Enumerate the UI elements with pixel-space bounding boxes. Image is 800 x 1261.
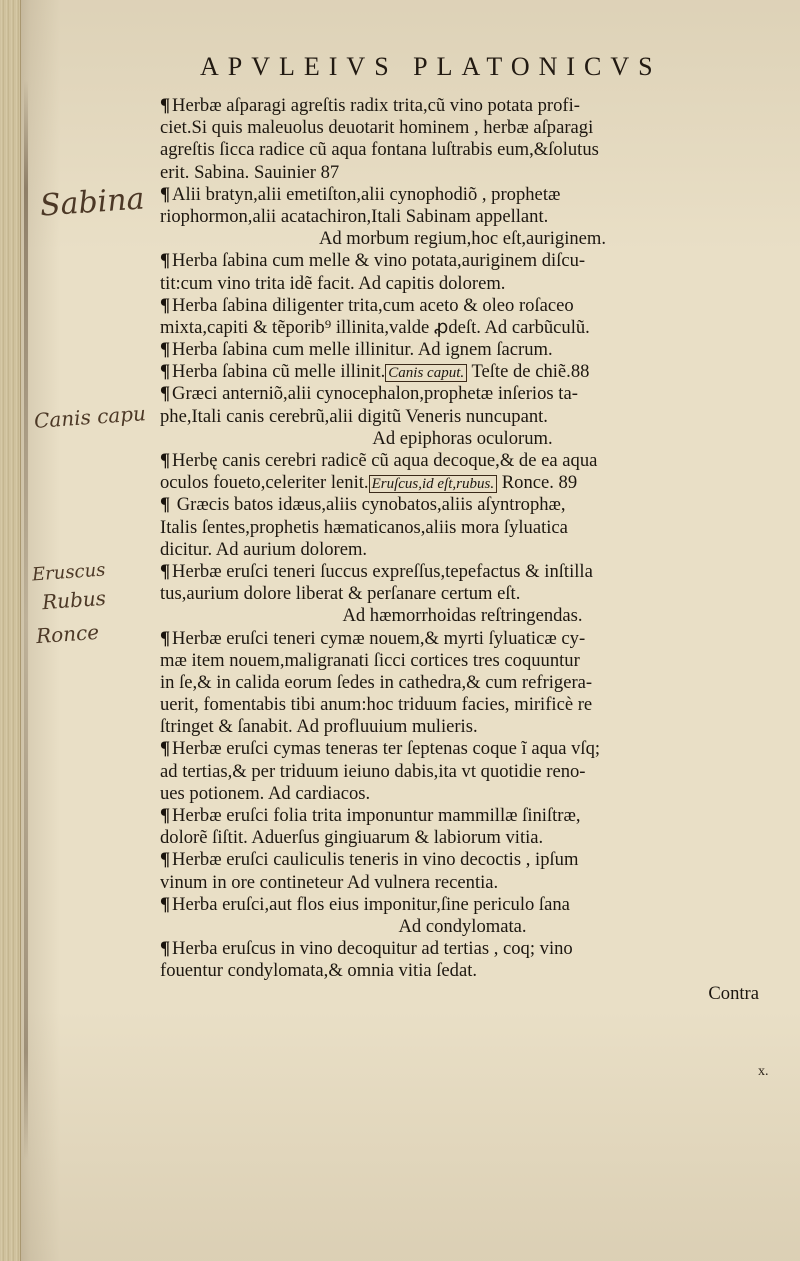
line-text: Herbæ eruſci folia trita imponuntur mammillæ ſiniſtræ, xyxy=(172,805,581,826)
running-title: APVLEIVS PLATONICVS xyxy=(200,52,662,81)
line-text: phe,Itali canis cerebrũ,alii digitũ Veneris nuncupant. xyxy=(160,405,548,427)
text-line xyxy=(160,672,765,694)
line-text: Contra xyxy=(708,982,759,1004)
main-text-block xyxy=(160,95,765,1005)
text-line xyxy=(160,561,765,583)
paragraph-mark-icon: ¶ xyxy=(160,560,171,582)
line-text: Herba eruſcus in vino decoquitur ad tertias , coq; vino xyxy=(172,938,573,960)
text-line xyxy=(160,517,765,539)
text-line xyxy=(160,406,765,428)
text-line xyxy=(160,983,765,1005)
line-text: in ſe,& in calida eorum ſedes in cathedra,& cum refrigera- xyxy=(160,671,593,693)
text-line xyxy=(160,827,765,849)
text-line xyxy=(160,494,765,516)
text-line xyxy=(160,738,765,760)
line-text: Alii bratyn,alii emetiſton,alii cynophodiõ , prophetæ xyxy=(172,183,561,205)
text-line xyxy=(160,694,765,716)
text-line xyxy=(160,428,765,450)
paragraph-mark-icon: ¶ xyxy=(160,738,171,760)
text-line xyxy=(160,228,765,250)
line-text: Græcis batos idæus,aliis cynobatos,aliis aſyntrophæ, xyxy=(172,494,566,516)
paragraph-mark-icon: ¶ xyxy=(160,383,171,405)
text-line xyxy=(160,383,765,405)
text-line xyxy=(160,250,765,272)
text-line xyxy=(160,472,765,494)
line-text: Italis ſentes,prophetis hæmaticanos,aliis mora ſyluatica xyxy=(160,516,568,538)
text-line xyxy=(160,184,765,206)
handwritten-boxed-note: Canis caput. xyxy=(385,364,467,382)
line-text: agreſtis ſicca radice cũ aqua fontana luſtrabis eum,&ſolutus xyxy=(160,139,599,161)
line-text: tus,aurium dolore liberat & perſanare certum eſt. xyxy=(160,583,521,605)
text-line xyxy=(160,117,765,139)
text-line xyxy=(160,361,765,383)
page-fore-edge xyxy=(0,0,21,1261)
text-line xyxy=(160,894,765,916)
paragraph-mark-icon: ¶ xyxy=(160,805,171,826)
line-tail-text: Ronce. 89 xyxy=(497,472,578,494)
line-text: ſtringet & ſanabit. Ad profluuium mulieris. xyxy=(160,716,478,738)
line-text: oculos foueto,celeriter lenit. xyxy=(160,472,369,494)
line-text: ciet.Si quis maleuolus deuotarit hominem , herbæ aſparagi xyxy=(160,117,594,139)
paragraph-mark-icon: ¶ xyxy=(160,938,171,960)
paragraph-mark-icon: ¶ xyxy=(160,339,171,361)
line-text: erit. Sabina. Sauinier 87 xyxy=(160,161,340,183)
text-line xyxy=(160,605,765,627)
text-line xyxy=(160,273,765,295)
text-line xyxy=(160,916,765,938)
line-text: uerit, fomentabis tibi anum:hoc triduum facies, mirificè re xyxy=(160,694,593,716)
text-line xyxy=(160,761,765,783)
text-line xyxy=(160,938,765,960)
text-line xyxy=(160,872,765,894)
line-text: Herbæ eruſci teneri cymæ nouem,& myrti ſyluaticæ cy- xyxy=(172,627,586,649)
line-text: Herba ſabina diligenter trita,cum aceto & oleo roſaceo xyxy=(172,294,574,316)
text-line xyxy=(160,650,765,672)
paragraph-mark-icon: ¶ xyxy=(160,183,171,205)
line-text: Ad condylomata. xyxy=(398,915,527,937)
text-line xyxy=(160,206,765,228)
text-line xyxy=(160,450,765,472)
line-text: Herba ſabina cũ melle illinit. xyxy=(172,361,386,383)
line-text: ues potionem. Ad cardiacos. xyxy=(160,782,371,804)
line-text: Ad hæmorrhoidas reſtringendas. xyxy=(342,605,583,627)
paragraph-mark-icon: ¶ xyxy=(160,95,171,116)
line-text: Herbæ eruſci cymas teneras ter ſeptenas coque ĩ aqua vſq; xyxy=(172,738,601,760)
marginal-note-sabina: Sabina xyxy=(38,181,146,224)
paragraph-mark-icon: ¶ xyxy=(160,893,171,915)
text-line xyxy=(160,628,765,650)
paragraph-mark-icon: ¶ xyxy=(160,361,171,383)
line-text: Herba ſabina cum melle & vino potata,auriginem diſcu- xyxy=(172,250,586,272)
line-text: Herbæ eruſci teneri ſuccus expreſſus,tepefactus & inſtilla xyxy=(172,560,593,582)
line-text: ad tertias,& per triduum ieiuno dabis,ita vt quotidie reno- xyxy=(160,760,586,782)
line-text: mæ item nouem,maligranati ſicci cortices tres coquuntur xyxy=(160,649,580,671)
margin-mark: x. xyxy=(758,1064,769,1079)
marginal-note-eruscus: Eruscus xyxy=(31,559,107,586)
line-text: tit:cum vino trita idẽ facit. Ad capitis dolorem. xyxy=(160,272,506,294)
text-line xyxy=(160,805,765,827)
line-text: Ad epiphoras oculorum. xyxy=(372,427,553,449)
marginal-note-canis: Canis capu xyxy=(33,401,147,433)
text-line xyxy=(160,783,765,805)
text-line xyxy=(160,583,765,605)
margin-ink-stroke xyxy=(24,80,28,1160)
line-text: fouentur condylomata,& omnia vitia ſedat. xyxy=(160,960,478,982)
line-text: vinum in ore contineteur Ad vulnera recentia. xyxy=(160,871,499,893)
line-text: Ad morbum regium,hoc eſt,auriginem. xyxy=(318,228,607,250)
paragraph-mark-icon: ¶ xyxy=(160,627,171,649)
text-line xyxy=(160,339,765,361)
paragraph-mark-icon: ¶ xyxy=(160,494,171,516)
paragraph-mark-icon: ¶ xyxy=(160,450,171,471)
line-text: Herbę canis cerebri radicẽ cũ aqua decoque,& de ea aqua xyxy=(172,450,598,471)
line-text: Herba ſabina cum melle illinitur. Ad ignem ſacrum. xyxy=(172,339,553,361)
marginal-note-ronce: Ronce xyxy=(35,619,100,649)
text-line xyxy=(160,295,765,317)
paragraph-mark-icon: ¶ xyxy=(160,250,171,272)
line-text: riophormon,alii acatachiron,Itali Sabinam appellant. xyxy=(160,205,549,227)
text-line xyxy=(160,95,765,117)
paragraph-mark-icon: ¶ xyxy=(160,849,171,871)
line-text: Herba eruſci,aut flos eius imponitur,ſine periculo ſana xyxy=(172,893,570,915)
text-line xyxy=(160,849,765,871)
text-line xyxy=(160,539,765,561)
line-tail-text: Teſte de chiẽ.88 xyxy=(467,361,590,383)
line-text: dolorẽ ſiſtit. Aduerſus gingiuarum & labiorum vitia. xyxy=(160,827,544,849)
text-line xyxy=(160,317,765,339)
text-line xyxy=(160,716,765,738)
marginal-note-rubus: Rubus xyxy=(41,585,107,615)
text-line xyxy=(160,162,765,184)
text-line xyxy=(160,960,765,982)
line-text: Græci anterniõ,alii cynocephalon,prophetæ inſerios ta- xyxy=(172,383,578,405)
paragraph-mark-icon: ¶ xyxy=(160,294,171,316)
line-text: Herbæ eruſci cauliculis teneris in vino decoctis , ipſum xyxy=(172,849,579,871)
text-line xyxy=(160,139,765,161)
line-text: Herbæ aſparagi agreſtis radix trita,cũ vino potata profi- xyxy=(172,95,580,116)
line-text: mixta,capiti & tẽporib⁹ illinita,valde ꝓdeſt. Ad carbũculũ. xyxy=(160,316,590,338)
line-text: dicitur. Ad aurium dolorem. xyxy=(160,538,368,560)
handwritten-boxed-note: Eruſcus,id eſt,rubus. xyxy=(369,475,498,493)
